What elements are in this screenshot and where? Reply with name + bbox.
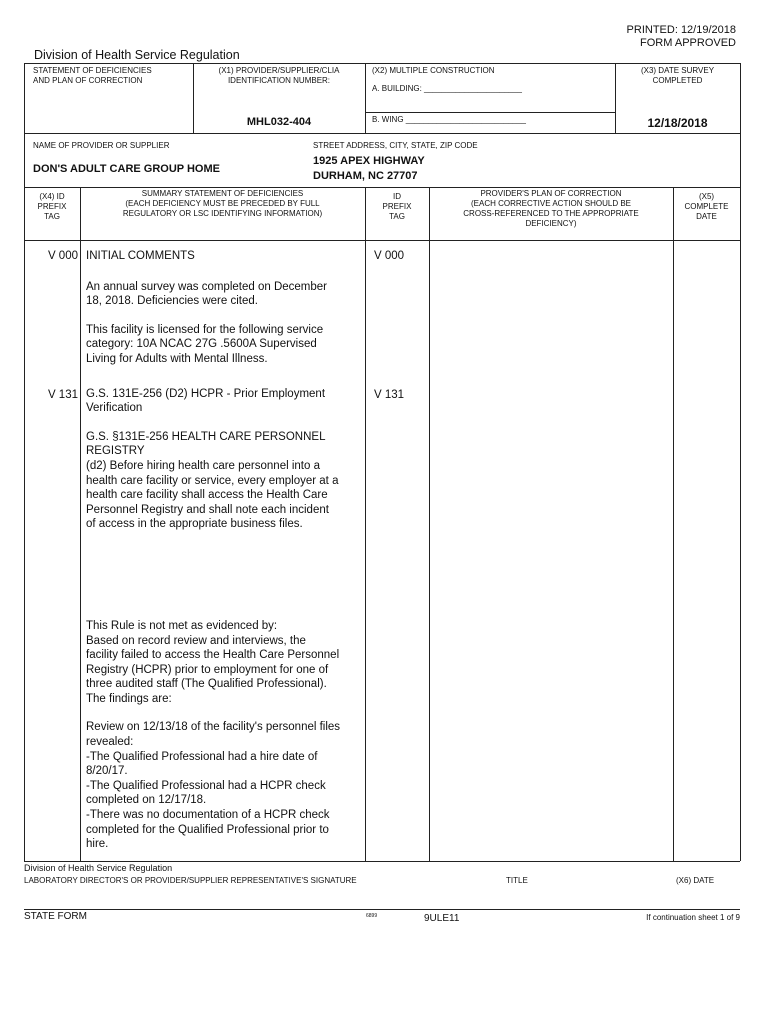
v131-title: G.S. 131E-256 (D2) HCPR - Prior Employment Verification — [86, 387, 326, 415]
x3-label: (X3) DATE SURVEY COMPLETED — [640, 66, 715, 85]
street-label: STREET ADDRESS, CITY, STATE, ZIP CODE — [313, 141, 478, 150]
street-line1: 1925 APEX HIGHWAY — [313, 155, 425, 167]
x3-value: 12/18/2018 — [647, 116, 708, 130]
form-code: 6899 — [366, 913, 378, 919]
summary-body — [86, 249, 366, 866]
license-paragraph: This facility is licensed for the following service category: 10A NCAC 27G .5600A Supervised Living for Adults with Mental Illness. — [86, 323, 324, 365]
review-findings-paragraph: Review on 12/13/18 of the facility's personnel files revealed: -The Qualified Professional had a hire date of 8/20/17. -The Qualified Professional had a HCPR check completed on 12/17/18. -There was no documentation of a HCPR check completed for the Qualified Professional prior to hire. — [86, 721, 341, 851]
street-line2: DURHAM, NC 27707 — [313, 170, 418, 182]
registry-rule-paragraph: G.S. §131E-256 HEALTH CARE PERSONNEL REGISTRY (d2) Before hiring health care personnel into a health care facility or service, every employer at a health care facility shall access the Health Care Personnel Registry and shall note each incident of access in the appropriate business files. — [86, 430, 339, 531]
col-x4-header: (X4) ID PREFIX TAG — [37, 192, 67, 221]
col-x5-header: (X5) COMPLETE DATE — [684, 192, 729, 221]
state-form-label: STATE FORM — [24, 911, 87, 922]
col-plan-header: PROVIDER'S PLAN OF CORRECTION (EACH CORRECTIVE ACTION SHOULD BE CROSS-REFERENCED TO THE APPROPRIATE DEFICIENCY) — [463, 189, 639, 228]
tag-v000-left: V 000 — [47, 250, 78, 262]
building-label: A. BUILDING: ______________________ — [372, 84, 522, 93]
tag-v000-right: V 000 — [374, 250, 405, 262]
title-label: TITLE — [506, 876, 528, 885]
provider-name: DON'S ADULT CARE GROUP HOME — [33, 163, 220, 175]
event-id: 9ULE11 — [424, 913, 460, 924]
printed-date: PRINTED: 12/19/2018 — [626, 24, 736, 36]
col-summary-header: SUMMARY STATEMENT OF DEFICIENCIES (EACH DEFICIENCY MUST BE PRECEDED BY FULL REGULATORY OR LSC IDENTIFYING INFORMATION) — [122, 189, 323, 218]
signature-label: LABORATORY DIRECTOR'S OR PROVIDER/SUPPLIER REPRESENTATIVE'S SIGNATURE — [24, 876, 357, 885]
wing-label: B. WING ___________________________ — [372, 115, 526, 124]
continuation-sheet: If continuation sheet 1 of 9 — [646, 913, 740, 922]
tag-v131-right: V 131 — [374, 389, 405, 401]
form-approved: FORM APPROVED — [640, 37, 736, 49]
division-title: Division of Health Service Regulation — [34, 48, 240, 62]
x1-label: (X1) PROVIDER/SUPPLIER/CLIA IDENTIFICATION NUMBER: — [218, 66, 340, 85]
x1-value: MHL032-404 — [246, 116, 312, 128]
tag-v131-left: V 131 — [47, 389, 78, 401]
x6-date-label: (X6) DATE — [676, 876, 715, 885]
survey-paragraph: An annual survey was completed on December 18, 2018. Deficiencies were cited. — [86, 280, 327, 308]
x2-label: (X2) MULTIPLE CONSTRUCTION — [372, 66, 495, 75]
initial-comments-heading: INITIAL COMMENTS — [86, 250, 195, 262]
footer-division: Division of Health Service Regulation — [24, 863, 173, 873]
provider-name-label: NAME OF PROVIDER OR SUPPLIER — [33, 141, 170, 150]
rule-not-met-paragraph: This Rule is not met as evidenced by: Based on record review and interviews, the facility failed to access the Health Care Personnel Registry (HCPR) prior to employment for one of three audited staff (The Qualified Professional). The findings are: — [86, 619, 340, 705]
col-id-header: ID PREFIX TAG — [382, 192, 412, 221]
statement-label: STATEMENT OF DEFICIENCIES AND PLAN OF CORRECTION — [33, 66, 152, 85]
